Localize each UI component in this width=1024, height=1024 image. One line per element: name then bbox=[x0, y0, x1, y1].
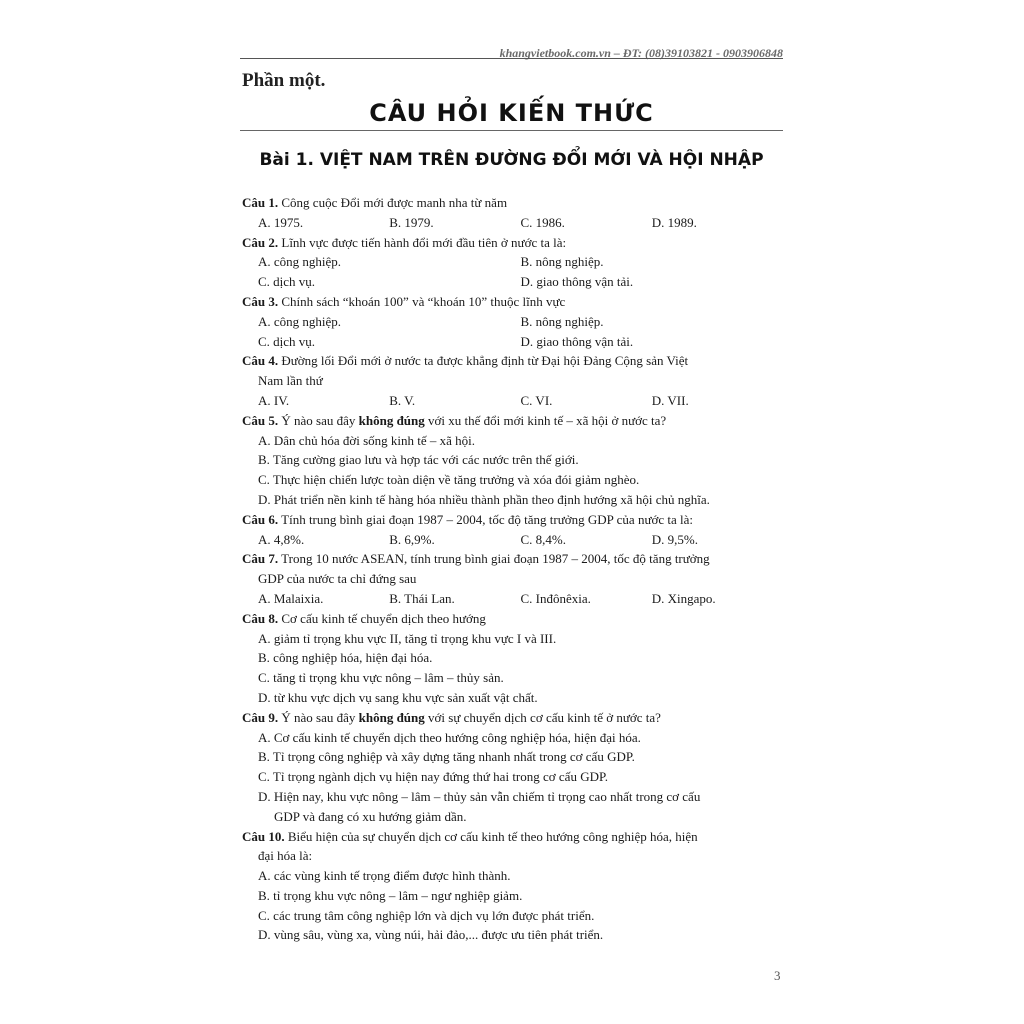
option-c: C. VI. bbox=[520, 392, 553, 408]
option-a: A. 1975. bbox=[258, 214, 304, 230]
option-b: B. nông nghiệp. bbox=[520, 254, 604, 270]
question-5 bbox=[242, 411, 783, 510]
question-text-continued: Nam lần thứ bbox=[258, 373, 323, 389]
option-c: C. Inđônêxia. bbox=[520, 590, 591, 606]
question-text: Ý nào sau đây bbox=[278, 412, 359, 428]
option-c: C. dịch vụ. bbox=[258, 333, 316, 349]
question-list bbox=[242, 193, 783, 945]
option-a: A. giảm tỉ trọng khu vực II, tăng tỉ trọng khu vực I và III. bbox=[258, 630, 557, 646]
option-c: C. Tỉ trọng ngành dịch vụ hiện nay đứng thứ hai trong cơ cấu GDP. bbox=[258, 769, 609, 785]
question-number: Câu 9. bbox=[242, 709, 279, 725]
option-a: A. Cơ cấu kinh tế chuyển dịch theo hướng công nghiệp hóa, hiện đại hóa. bbox=[258, 729, 641, 745]
option-b: B. Tăng cường giao lưu và hợp tác với các nước trên thế giới. bbox=[258, 452, 579, 468]
option-b: B. Tỉ trọng công nghiệp và xây dựng tăng nhanh nhất trong cơ cấu GDP. bbox=[258, 749, 635, 765]
question-number: Câu 7. bbox=[242, 551, 279, 567]
question-number: Câu 6. bbox=[242, 511, 279, 527]
option-b: B. Thái Lan. bbox=[389, 590, 455, 606]
part-title: Phần một. bbox=[242, 70, 326, 91]
option-b: B. công nghiệp hóa, hiện đại hóa. bbox=[258, 650, 433, 666]
question-text-end: với xu thế đổi mới kinh tế – xã hội ở nước ta? bbox=[424, 412, 667, 428]
question-number: Câu 8. bbox=[242, 610, 279, 626]
question-text-continued: GDP của nước ta chỉ đứng sau bbox=[258, 571, 417, 587]
option-b: B. 1979. bbox=[389, 214, 434, 230]
question-text: Tính trung bình giai đoạn 1987 – 2004, tốc độ tăng trưởng GDP của nước ta là: bbox=[278, 511, 694, 527]
question-number: Câu 10. bbox=[242, 828, 285, 844]
question-text-continued: đại hóa là: bbox=[258, 848, 313, 864]
option-a: A. 4,8%. bbox=[258, 531, 305, 547]
option-c: C. tăng tỉ trọng khu vực nông – lâm – thủy sản. bbox=[258, 670, 504, 686]
lesson-title: Bài 1. VIỆT NAM TRÊN ĐƯỜNG ĐỔI MỚI VÀ HỘI NHẬP bbox=[259, 150, 764, 170]
option-d: D. Phát triển nền kinh tế hàng hóa nhiều thành phần theo định hướng xã hội chủ nghĩa. bbox=[258, 491, 710, 507]
chapter-divider bbox=[240, 130, 783, 131]
question-number: Câu 4. bbox=[242, 353, 279, 369]
question-text: Trong 10 nước ASEAN, tính trung bình giai đoạn 1987 – 2004, tốc độ tăng trưởng bbox=[278, 551, 710, 567]
option-d: D. Hiện nay, khu vực nông – lâm – thủy sản vẫn chiếm tỉ trọng cao nhất trong cơ cấu bbox=[258, 788, 701, 804]
page-number: 3 bbox=[774, 968, 781, 983]
question-text-end: với sự chuyển dịch cơ cấu kinh tế ở nước ta? bbox=[424, 709, 661, 725]
option-a: A. Malaixia. bbox=[258, 590, 324, 606]
question-7 bbox=[242, 549, 783, 608]
option-d: D. 1989. bbox=[651, 214, 697, 230]
page-header: khangvietbook.com.vn – ĐT: (08)39103821 - 0903906848 bbox=[499, 46, 783, 60]
option-d: D. giao thông vận tải. bbox=[520, 333, 634, 349]
option-d: D. Xingapo. bbox=[651, 590, 716, 606]
option-d: D. vùng sâu, vùng xa, vùng núi, hải đảo,... được ưu tiên phát triển. bbox=[258, 927, 604, 943]
option-b: B. nông nghiệp. bbox=[520, 313, 604, 329]
option-a: A. công nghiệp. bbox=[258, 313, 342, 329]
option-b: B. V. bbox=[389, 392, 416, 408]
question-text: Đường lối Đổi mới ở nước ta được khẳng định từ Đại hội Đảng Cộng sản Việt bbox=[278, 353, 689, 369]
option-c: C. Thực hiện chiến lược toàn diện về tăng trưởng và xóa đói giảm nghèo. bbox=[258, 472, 640, 488]
question-text: Công cuộc Đổi mới được manh nha từ năm bbox=[278, 195, 508, 210]
question-10 bbox=[242, 827, 783, 946]
header-divider bbox=[240, 58, 783, 59]
question-2 bbox=[242, 233, 783, 292]
question-1 bbox=[242, 193, 783, 233]
question-9 bbox=[242, 708, 783, 827]
option-d: D. 9,5%. bbox=[651, 531, 698, 547]
question-6 bbox=[242, 510, 783, 550]
question-number: Câu 5. bbox=[242, 412, 279, 428]
question-number: Câu 3. bbox=[242, 293, 279, 309]
option-d: D. giao thông vận tải. bbox=[520, 274, 634, 290]
option-d: D. từ khu vực dịch vụ sang khu vực sản xuất vật chất. bbox=[258, 689, 538, 705]
option-c: C. 8,4%. bbox=[520, 531, 566, 547]
question-text: Ý nào sau đây bbox=[278, 709, 359, 725]
question-number: Câu 1. bbox=[242, 195, 279, 210]
option-b: B. tỉ trọng khu vực nông – lâm – ngư nghiệp giảm. bbox=[258, 887, 523, 903]
option-a: A. công nghiệp. bbox=[258, 254, 342, 270]
option-a: A. các vùng kinh tế trọng điểm được hình thành. bbox=[258, 868, 511, 884]
option-b: B. 6,9%. bbox=[389, 531, 435, 547]
question-8 bbox=[242, 609, 783, 708]
option-c: C. dịch vụ. bbox=[258, 274, 316, 290]
question-text: Chính sách “khoán 100” và “khoán 10” thuộc lĩnh vực bbox=[278, 293, 566, 309]
question-3 bbox=[242, 292, 783, 351]
option-d-continued: GDP và đang có xu hướng giảm dần. bbox=[274, 808, 467, 824]
chapter-title: CÂU HỎI KIẾN THỨC bbox=[369, 99, 654, 127]
option-d: D. VII. bbox=[651, 392, 689, 408]
question-number: Câu 2. bbox=[242, 234, 279, 250]
question-text: Biểu hiện của sự chuyển dịch cơ cấu kinh tế theo hướng công nghiệp hóa, hiện bbox=[284, 828, 698, 844]
option-c: C. 1986. bbox=[520, 214, 565, 230]
question-text: Lĩnh vực được tiến hành đổi mới đầu tiên ở nước ta là: bbox=[278, 234, 567, 250]
option-a: A. Dân chủ hóa đời sống kinh tế – xã hội. bbox=[258, 432, 476, 448]
option-a: A. IV. bbox=[258, 392, 290, 408]
option-c: C. các trung tâm công nghiệp lớn và dịch vụ lớn được phát triển. bbox=[258, 907, 595, 923]
question-4 bbox=[242, 351, 783, 410]
question-emphasis: không đúng bbox=[358, 709, 425, 725]
question-text: Cơ cấu kinh tế chuyển dịch theo hướng bbox=[278, 610, 486, 626]
question-emphasis: không đúng bbox=[358, 412, 425, 428]
